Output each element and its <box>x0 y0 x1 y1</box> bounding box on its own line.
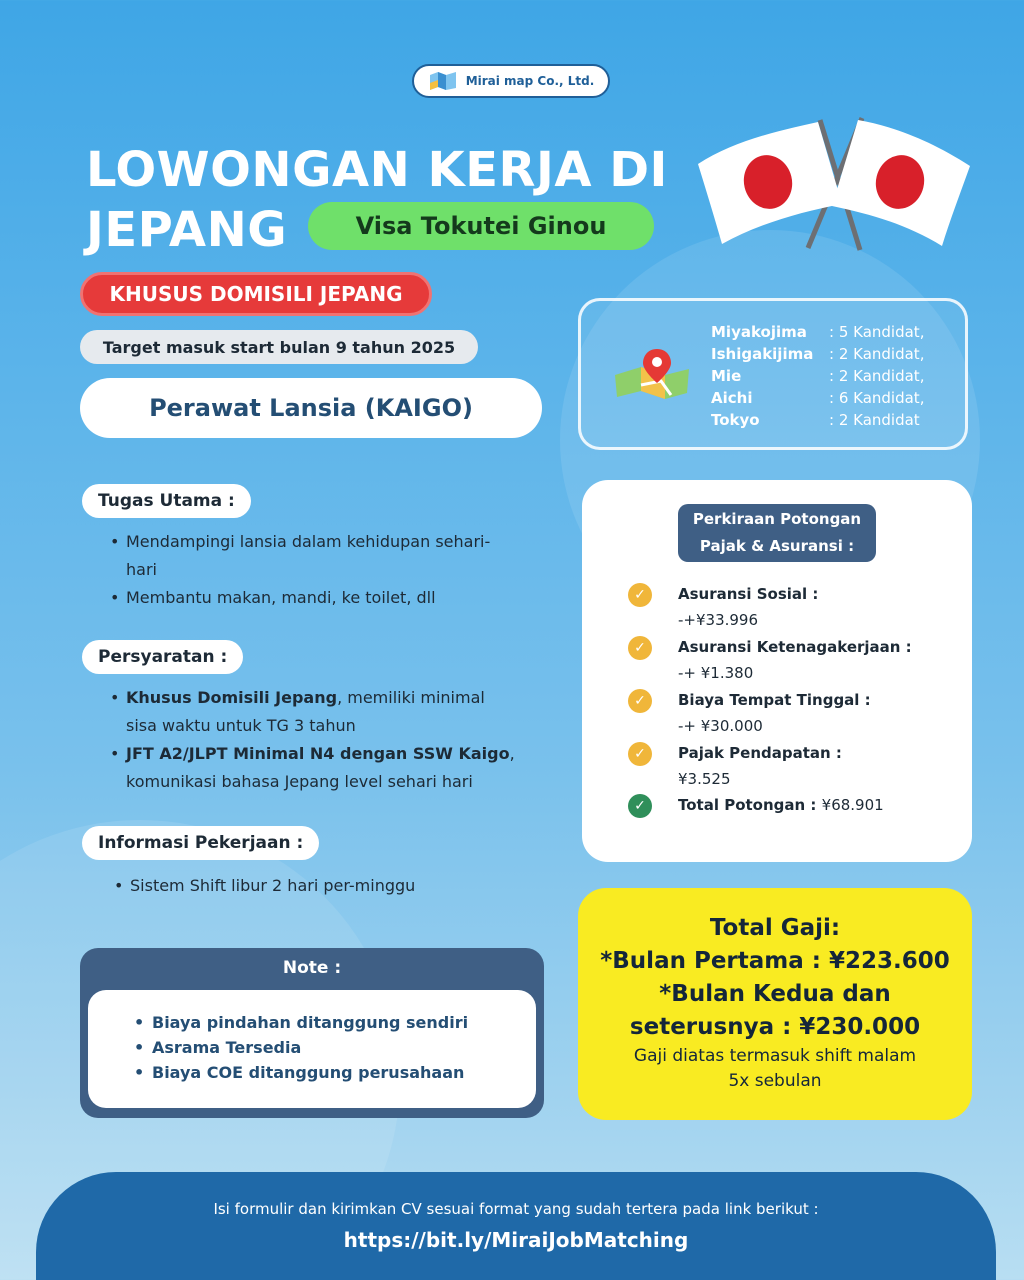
locations-list <box>711 321 924 431</box>
location-count: : 2 Kandidat, <box>829 367 925 385</box>
deduction-value: -+¥33.996 <box>678 611 759 629</box>
location-row <box>711 387 924 409</box>
requirement-text: , <box>509 744 515 763</box>
deductions-card <box>582 480 972 862</box>
deduction-item <box>628 635 912 687</box>
location-name: Mie <box>711 367 742 385</box>
location-row <box>711 409 924 431</box>
requirement-text: , memiliki minimal <box>337 688 485 707</box>
location-count: : 6 Kandidat, <box>829 389 925 407</box>
location-count: : 2 Kandidat <box>829 411 920 429</box>
locations-panel <box>578 298 968 450</box>
location-name: Tokyo <box>711 411 760 429</box>
location-row <box>711 343 924 365</box>
requirement-bold: Khusus Domisili Jepang <box>126 688 338 707</box>
list-item <box>110 584 550 612</box>
visa-badge: Visa Tokutei Ginou <box>308 202 654 250</box>
brand-logo <box>412 64 610 98</box>
note-title: Note : <box>282 958 342 978</box>
list-item <box>110 528 550 584</box>
duties-label: Tugas Utama : <box>82 484 251 518</box>
deduction-label: Asuransi Ketenagakerjaan : <box>678 638 912 656</box>
list-item: • Asrama Tersedia <box>134 1035 536 1060</box>
map-pin-icon <box>611 345 693 401</box>
apply-link[interactable]: https://bit.ly/MiraiJobMatching <box>343 1228 689 1252</box>
salary-title: Total Gaji: <box>709 915 841 941</box>
title-line2: JEPANG <box>86 202 288 258</box>
requirements-list <box>110 684 550 796</box>
deduction-item <box>628 582 818 634</box>
requirements-label: Persyaratan : <box>82 640 243 674</box>
duty-text: Mendampingi lansia dalam kehidupan sehari- <box>126 532 491 551</box>
job-info-label: Informasi Pekerjaan : <box>82 826 319 860</box>
duties-list <box>110 528 550 612</box>
requirement-bold: JFT A2/JLPT Minimal N4 dengan SSW Kaigo <box>126 744 510 763</box>
deduction-item <box>628 741 842 793</box>
deduction-label: Asuransi Sosial : <box>678 585 819 603</box>
job-info-list <box>114 872 554 900</box>
list-item: • Biaya pindahan ditanggung sendiri <box>134 1010 536 1035</box>
deductions-header <box>678 504 876 562</box>
list-item <box>110 740 550 796</box>
salary-first-month: *Bulan Pertama : ¥223.600 <box>600 948 950 974</box>
location-count: : 2 Kandidat, <box>829 345 925 363</box>
salary-note-line1: Gaji diatas termasuk shift malam <box>633 1046 917 1066</box>
target-badge: Target masuk start bulan 9 tahun 2025 <box>80 330 478 364</box>
deduction-label: Biaya Tempat Tinggal : <box>678 691 871 709</box>
list-item <box>114 872 554 900</box>
deduction-total-label: Total Potongan : <box>678 796 817 814</box>
check-icon: ✓ <box>628 794 652 818</box>
note-list <box>88 990 536 1108</box>
salary-second-line1: *Bulan Kedua dan <box>659 981 891 1007</box>
domicile-badge: KHUSUS DOMISILI JEPANG <box>80 272 432 316</box>
duty-text-cont: hari <box>126 560 157 579</box>
japan-flags-icon <box>692 112 974 254</box>
salary-card <box>578 888 972 1120</box>
salary-note-line2: 5x sebulan <box>728 1071 822 1091</box>
deduction-value: -+ ¥1.380 <box>678 664 754 682</box>
list-item <box>110 684 550 740</box>
requirement-text-cont: komunikasi bahasa Jepang level sehari hari <box>126 772 473 791</box>
location-count: : 5 Kandidat, <box>829 323 925 341</box>
brand-name: Mirai map Co., Ltd. <box>465 74 595 88</box>
requirement-text-cont: sisa waktu untuk TG 3 tahun <box>126 716 356 735</box>
check-icon: ✓ <box>628 742 652 766</box>
duty-text: Membantu makan, mandi, ke toilet, dll <box>126 588 436 607</box>
location-name: Ishigakijima <box>711 345 814 363</box>
title-line1: LOWONGAN KERJA DI <box>86 142 668 198</box>
salary-second-line2: seterusnya : ¥230.000 <box>629 1014 921 1040</box>
location-name: Aichi <box>711 389 753 407</box>
location-row <box>711 365 924 387</box>
deduction-label: Pajak Pendapatan : <box>678 744 842 762</box>
job-info-text: Sistem Shift libur 2 hari per-minggu <box>130 876 416 895</box>
job-title: Perawat Lansia (KAIGO) <box>80 378 542 438</box>
location-name: Miyakojima <box>711 323 807 341</box>
footer <box>36 1172 996 1280</box>
deductions-header-line2: Pajak & Asuransi : <box>699 537 855 555</box>
check-icon: ✓ <box>628 583 652 607</box>
deduction-value: ¥3.525 <box>678 770 731 788</box>
deduction-value: -+ ¥30.000 <box>678 717 763 735</box>
note-card <box>80 948 544 1118</box>
footer-instruction: Isi formulir dan kirimkan CV sesuai format yang sudah tertera pada link berikut : <box>213 1200 819 1218</box>
deduction-item <box>628 688 871 740</box>
deduction-total-value: ¥68.901 <box>821 796 884 814</box>
deduction-total <box>628 793 884 818</box>
map-logo-icon <box>428 71 458 91</box>
location-row <box>711 321 924 343</box>
check-icon: ✓ <box>628 689 652 713</box>
deductions-header-line1: Perkiraan Potongan <box>692 510 862 528</box>
list-item: • Biaya COE ditanggung perusahaan <box>134 1060 536 1085</box>
check-icon: ✓ <box>628 636 652 660</box>
